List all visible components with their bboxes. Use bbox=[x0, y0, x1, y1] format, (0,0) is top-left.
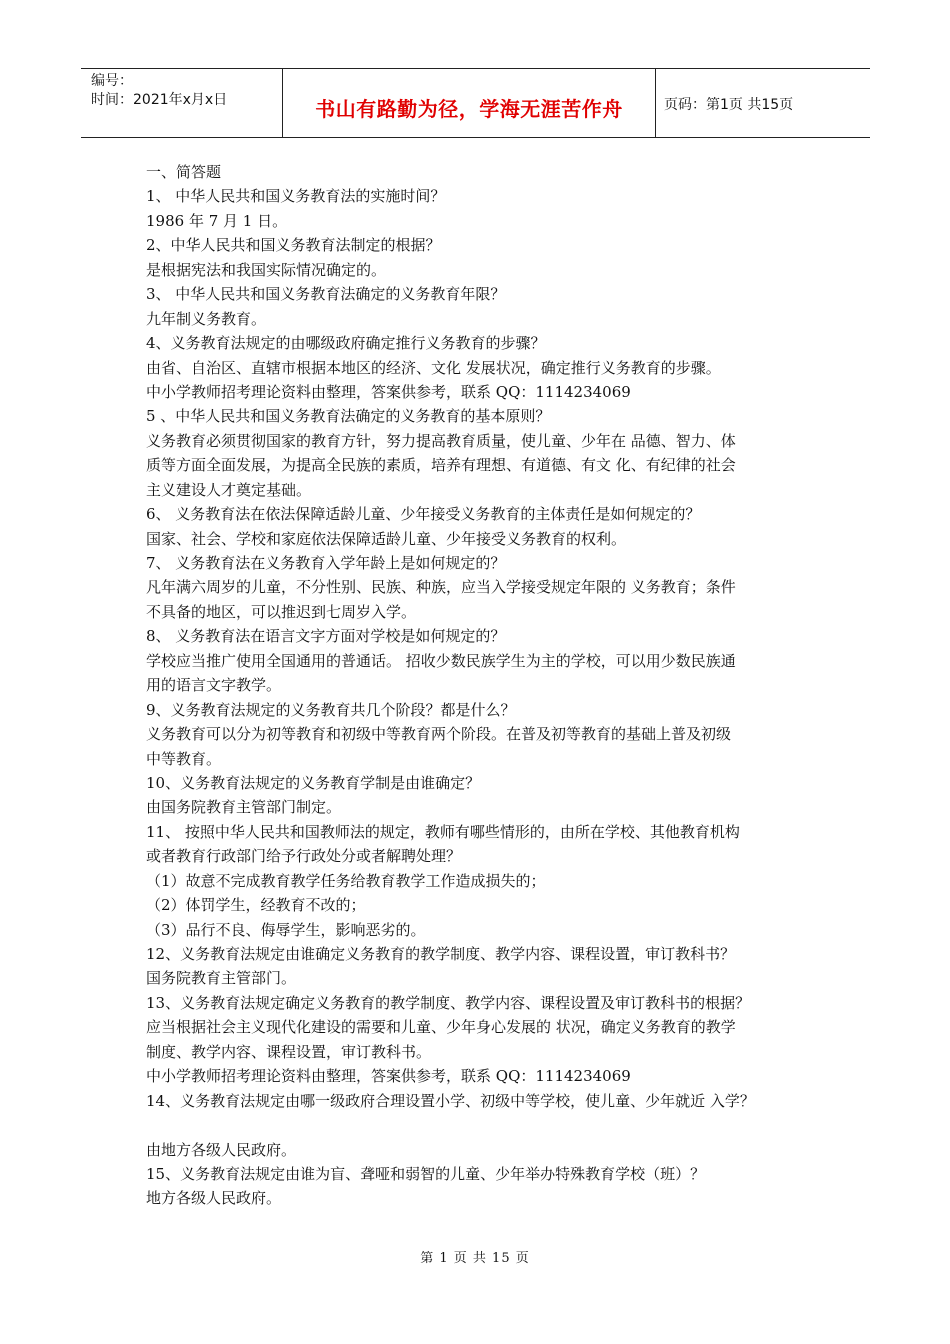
text-line: 学校应当推广使用全国通用的普通话。 招收少数民族学生为主的学校，可以用少数民族通 bbox=[146, 651, 736, 670]
text-line: 由地方各级人民政府。 bbox=[146, 1140, 297, 1159]
text-line: 由省、自治区、直辖市根据本地区的经济、文化 发展状况，确定推行义务教育的步骤。 bbox=[146, 358, 721, 377]
header-motto-cell bbox=[283, 69, 656, 137]
text-line: 国务院教育主管部门。 bbox=[146, 969, 297, 988]
serial-label: 编号： bbox=[91, 73, 133, 89]
text-line: 义务教育可以分为初等教育和初级中等教育两个阶段。在普及初等教育的基础上普及初级 bbox=[146, 725, 732, 744]
text-line: 2、中华人民共和国义务教育法制定的根据？ bbox=[146, 236, 441, 255]
text-line: 质等方面全面发展，为提高全民族的素质，培养有理想、有道德、有文 化、有纪律的社会 bbox=[146, 456, 736, 475]
page-header bbox=[81, 68, 870, 138]
text-line: 国家、社会、学校和家庭依法保障适龄儿童、少年接受义务教育的权利。 bbox=[146, 529, 627, 548]
text-line: 九年制义务教育。 bbox=[146, 309, 267, 328]
page-info: 页码：第1页 共15页 bbox=[664, 97, 794, 113]
document-body bbox=[146, 160, 826, 1211]
text-line: 用的语言文字教学。 bbox=[146, 676, 282, 695]
text-line: 12、义务教育法规定由谁确定义务教育的教学制度、教学内容、课程设置，审订教科书？ bbox=[146, 945, 736, 963]
motto: 书山有路勤为径，学海无涯苦作舟 bbox=[315, 97, 623, 121]
text-line: 地方各级人民政府。 bbox=[146, 1189, 282, 1208]
text-line: 义务教育必须贯彻国家的教育方针，努力提高教育质量，使儿童、少年在 品德、智力、体 bbox=[146, 431, 736, 450]
text-line: 3、 中华人民共和国义务教育法确定的义务教育年限？ bbox=[146, 285, 506, 304]
text-line: 中等教育。 bbox=[146, 749, 222, 768]
text-line: 中小学教师招考理论资料由整理，答案供参考，联系 QQ：1114234069 bbox=[146, 1067, 631, 1086]
text-line: 14、义务教育法规定由哪一级政府合理设置小学、初级中等学校，使儿童、少年就近 入学？ bbox=[146, 1091, 755, 1110]
text-line: 应当根据社会主义现代化建设的需要和儿童、少年身心发展的 状况，确定义务教育的教学 bbox=[146, 1018, 736, 1037]
text-line: 或者教育行政部门给予行政处分或者解聘处理？ bbox=[146, 847, 462, 866]
header-info-cell bbox=[81, 69, 283, 137]
text-line: 13、义务教育法规定确定义务教育的教学制度、教学内容、课程设置及审订教科书的根据？ bbox=[146, 993, 751, 1012]
date-label: 时间：2021年x月x日 bbox=[91, 92, 228, 108]
text-line: 15、义务教育法规定由谁为盲、聋哑和弱智的儿童、少年举办特殊教育学校（班）？ bbox=[146, 1164, 706, 1183]
text-line bbox=[146, 1113, 826, 1137]
text-line: 1986 年 7 月 1 日。 bbox=[146, 211, 288, 230]
text-line: （2）体罚学生，经教育不改的； bbox=[146, 896, 366, 915]
text-line: 制度、教学内容、课程设置，审订教科书。 bbox=[146, 1042, 432, 1061]
text-line: 凡年满六周岁的儿童，不分性别、民族、种族，应当入学接受规定年限的 义务教育；条件 bbox=[146, 578, 736, 597]
text-line: 11、 按照中华人民共和国教师法的规定，教师有哪些情形的，由所在学校、其他教育机构 bbox=[146, 822, 740, 841]
text-line: 中小学教师招考理论资料由整理，答案供参考，联系 QQ：1114234069 bbox=[146, 382, 631, 401]
text-line: 1、 中华人民共和国义务教育法的实施时间？ bbox=[146, 187, 446, 206]
header-page-cell bbox=[656, 69, 870, 137]
text-line: 一、简答题 bbox=[146, 163, 222, 181]
text-line: 由国务院教育主管部门制定。 bbox=[146, 798, 342, 817]
text-line: 主义建设人才奠定基础。 bbox=[146, 480, 312, 499]
text-line: 8、 义务教育法在语言文字方面对学校是如何规定的？ bbox=[146, 627, 506, 646]
text-line: 7、 义务教育法在义务教育入学年龄上是如何规定的？ bbox=[146, 554, 506, 572]
text-line: 4、义务教育法规定的由哪级政府确定推行义务教育的步骤？ bbox=[146, 334, 546, 353]
text-line: 10、义务教育法规定的义务教育学制是由谁确定？ bbox=[146, 773, 481, 792]
text-line: （3）品行不良、侮辱学生，影响恶劣的。 bbox=[146, 920, 426, 939]
text-line: 6、 义务教育法在依法保障适龄儿童、少年接受义务教育的主体责任是如何规定的？ bbox=[146, 505, 701, 524]
text-line: 5 、中华人民共和国义务教育法确定的义务教育的基本原则？ bbox=[146, 407, 551, 426]
text-line: 是根据宪法和我国实际情况确定的。 bbox=[146, 260, 387, 279]
text-line: 不具备的地区，可以推迟到七周岁入学。 bbox=[146, 602, 417, 621]
page-footer: 第 1 页 共 15 页 bbox=[420, 1251, 530, 1266]
text-line: 9、义务教育法规定的义务教育共几个阶段？都是什么？ bbox=[146, 700, 516, 719]
text-line: （1）故意不完成教育教学任务给教育教学工作造成损失的； bbox=[146, 871, 546, 890]
